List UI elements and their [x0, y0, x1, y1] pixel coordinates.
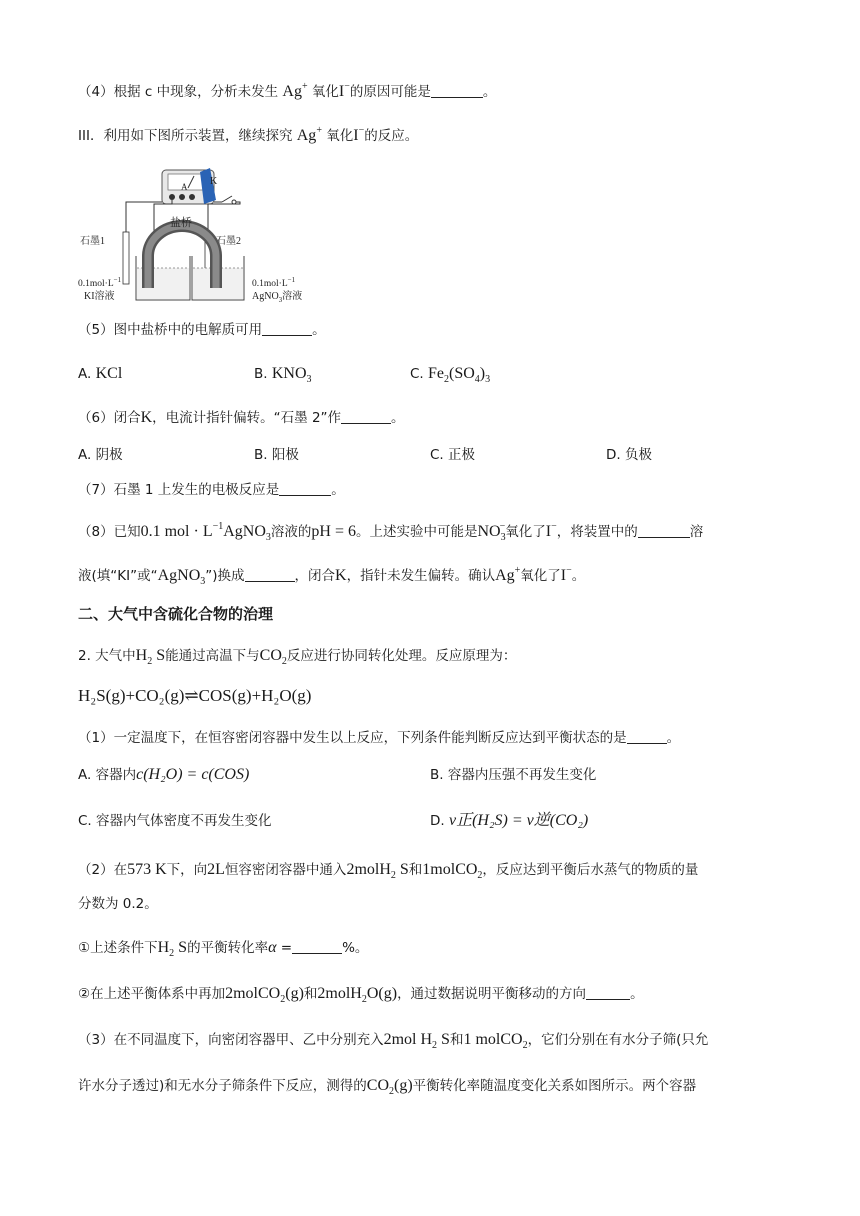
reaction-equation: H₂S(g)+CO₂(g)⇌COS(g)+H₂O(g): [78, 686, 312, 705]
switch-contact: [232, 200, 236, 204]
switch-label: K: [210, 176, 218, 187]
galvanic-cell-diagram: [76, 160, 336, 310]
answer-blank: [341, 409, 391, 424]
question-2-2-line-1: （2）在573 K下，向2L恒容密闭容器中通入2molH$_2$ S和1molCO$_2$，反应达到平衡后水蒸气的物质的量: [78, 861, 699, 881]
electrode-1-label: 石墨1: [80, 236, 105, 247]
left-conc-label: $0.1mol\cdot L^{-1}$: [78, 276, 122, 289]
question-7: （7）石墨 1 上发生的电极反应是 。: [78, 482, 345, 498]
left-solution-label: KI溶液: [84, 291, 115, 302]
q6-option-a[interactable]: A. 阴极: [78, 447, 123, 463]
answer-blank: [586, 985, 630, 1000]
ammeter-label: A: [181, 182, 188, 192]
answer-blank: [638, 523, 690, 538]
question-2-intro: 2. 大气中$H_2$ S能通过高温下与$CO_2$反应进行协同转化处理。反应原理为：: [78, 647, 517, 667]
terminal-3: [189, 194, 195, 200]
q6-option-c[interactable]: C. 正极: [430, 447, 476, 463]
part-3-intro: III．利用如下图所示装置，继续探究 Ag+ 氧化I−的反应。: [78, 125, 419, 144]
iodide-formula: I−: [353, 125, 365, 144]
q5-option-a[interactable]: A. KCl: [78, 365, 123, 382]
q5-option-b[interactable]: B. $KNO_3$: [254, 365, 312, 385]
answer-blank: [262, 321, 312, 336]
salt-bridge-label: 盐桥: [170, 217, 192, 229]
answer-blank: [279, 481, 331, 496]
q2-1-option-a[interactable]: A. 容器内c(H₂O) = c(COS): [78, 766, 250, 783]
electrode-left: [123, 232, 129, 284]
question-8-line-1: （8）已知0.1 mol · $L^{-1}AgNO_3$溶液的pH = 6。上述实验中可能是$NO_3^-$氧化了I−，将装置中的 溶: [78, 521, 704, 543]
ag-formula: Ag+: [296, 125, 322, 144]
question-2-1: （1）一定温度下，在恒容密闭容器中发生以上反应，下列条件能判断反应达到平衡状态的是 。: [78, 730, 681, 746]
q2-1-option-b[interactable]: B. 容器内压强不再发生变化: [430, 767, 597, 783]
question-5: （5）图中盐桥中的电解质可用 。: [78, 322, 326, 338]
question-4: （4）根据 c 中现象，分析未发生 Ag+ 氧化I−的原因可能是 。: [78, 81, 497, 100]
ag-formula: Ag+: [282, 81, 308, 100]
conc-formula: 0.1 mol · $L^{-1}AgNO_3$: [140, 521, 271, 543]
answer-blank: [245, 567, 295, 582]
electrode-2-label: 石墨2: [216, 236, 241, 247]
q6-option-d[interactable]: D. 负极: [606, 447, 652, 463]
right-conc-label: $0.1mol\cdot L^{-1}$: [252, 276, 296, 289]
answer-blank: [431, 83, 483, 98]
question-2-3-line-1: （3）在不同温度下，向密闭容器甲、乙中分别充入2mol $H_2$ S和1 molCO$_2$，它们分别在有水分子筛(只允: [78, 1031, 709, 1051]
question-2-2-sub-2: ②在上述平衡体系中再加2molCO$_2$(g)和2molH$_2$O(g)，通过数据说明平衡移动的方向 。: [78, 985, 644, 1005]
right-solution-label: AgNO$_3$溶液: [252, 291, 303, 304]
question-2-2-line-2: 分数为 0.2。: [78, 896, 158, 912]
answer-blank: [292, 939, 342, 954]
terminal-1: [169, 194, 175, 200]
switch-k: [222, 196, 232, 202]
q2-1-option-d[interactable]: D. v正(H₂S) = v逆(CO₂): [430, 812, 589, 829]
question-2-2-sub-1: ①上述条件下$H_2$ S的平衡转化率α = %。: [78, 939, 369, 959]
q5-option-c[interactable]: C. $Fe_2(SO_4)_3$: [410, 365, 491, 385]
question-6: （6）闭合K，电流计指针偏转。“石墨 2”作 。: [78, 409, 405, 426]
question-2-3-line-2: 许水分子透过)和无水分子筛条件下反应，测得的$CO_2(g)$平衡转化率随温度变化关系如图所示。两个容器: [78, 1077, 697, 1097]
section-title: 二、大气中含硫化合物的治理: [78, 605, 274, 623]
iodide-formula: I−: [338, 81, 350, 100]
q2-1-option-c[interactable]: C. 容器内气体密度不再发生变化: [78, 813, 272, 829]
q6-option-b[interactable]: B. 阳极: [254, 447, 299, 463]
question-8-line-2: 液(填“KI”或“AgNO$_3$”)换成 ，闭合K，指针未发生偏转。确认Ag+氧化了I−。: [78, 565, 586, 587]
answer-blank: [627, 729, 667, 744]
terminal-2: [179, 194, 185, 200]
nitrate-formula: $NO_3^-$: [477, 521, 506, 543]
